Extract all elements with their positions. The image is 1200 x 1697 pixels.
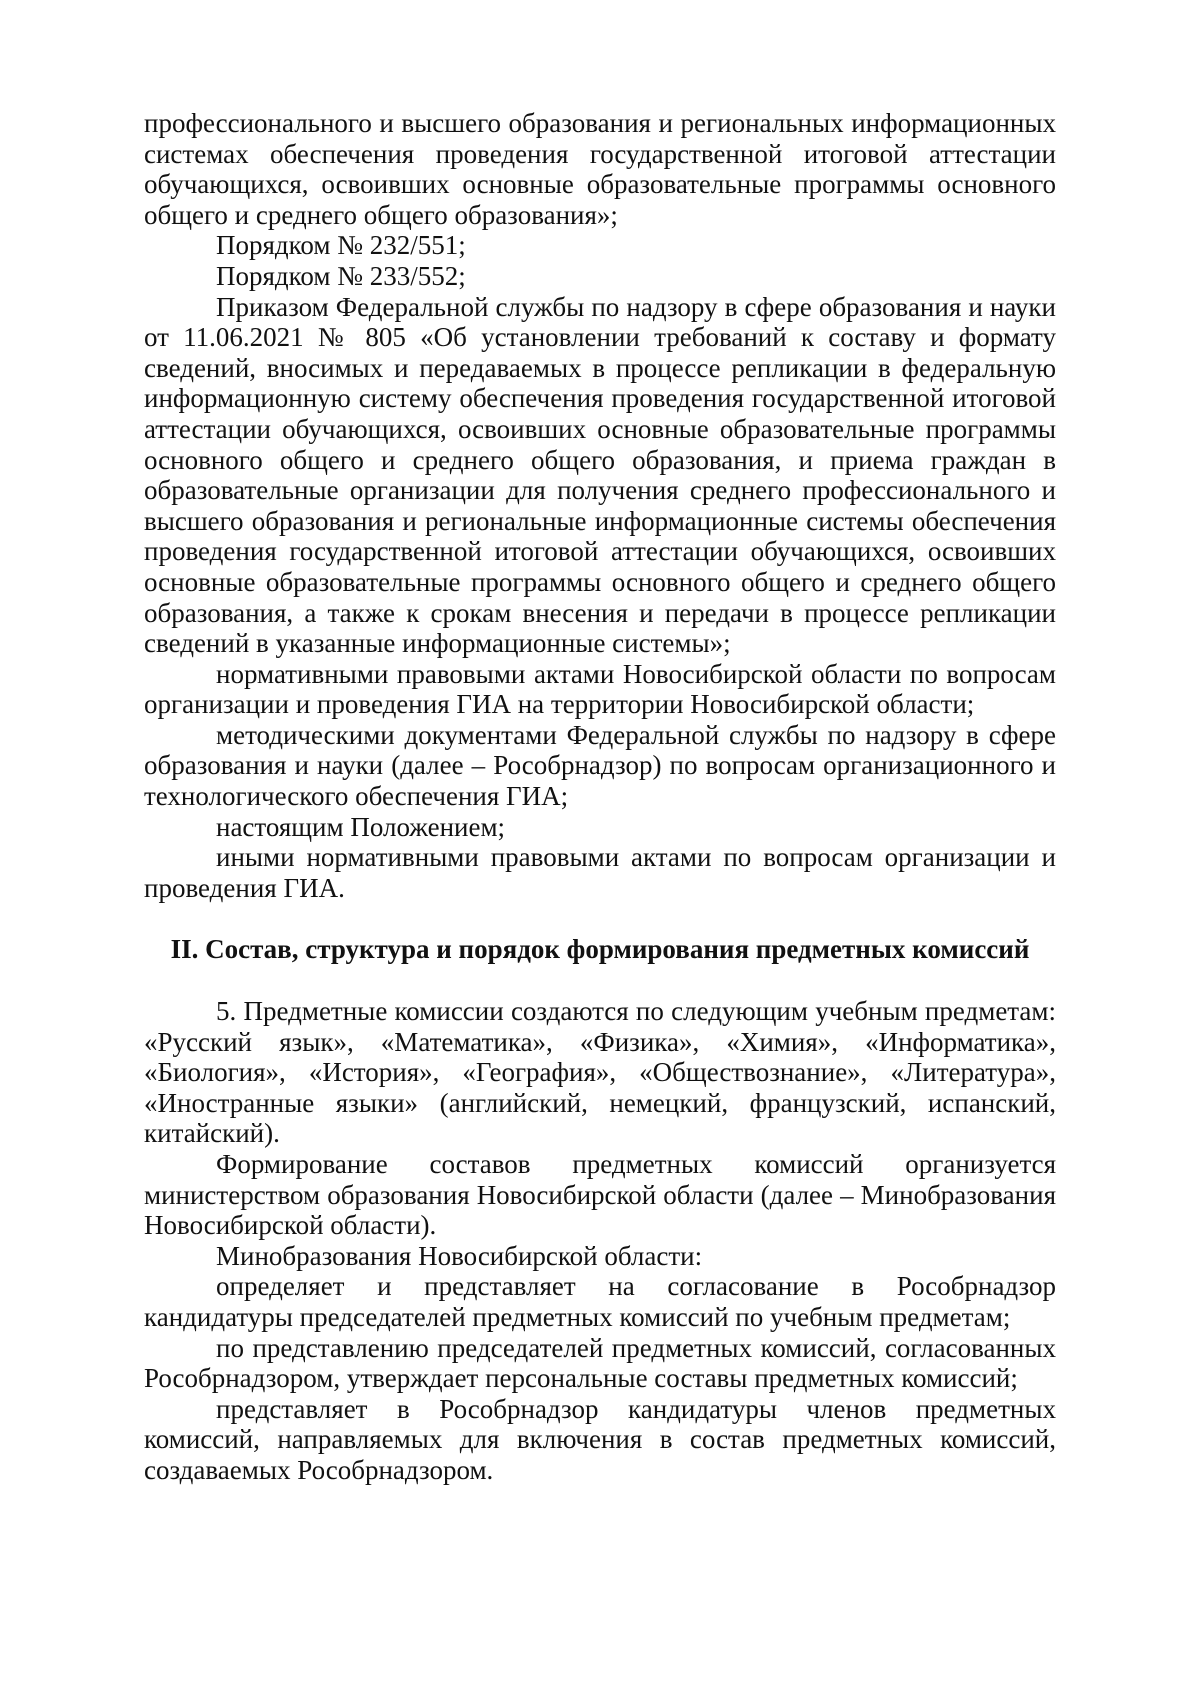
paragraph-commission-formation: Формирование составов предметных комиссий организуется министерством образования Новосибирской области (далее – Минобразования Новосибирской области). [144, 1149, 1056, 1241]
paragraph-members: представляет в Рособрнадзор кандидатуры членов предметных комиссий, направляемых для включения в состав предметных комиссий, создаваемых Рособрнадзором. [144, 1393, 1056, 1485]
paragraph-order-805: Приказом Федеральной службы по надзору в сфере образования и науки от 11.06.2021 № 805 «Об установлении требований к составу и формату сведений, вносимых и передаваемых в процессе репликации в федеральную информационную систему обеспечения проведения государственной итоговой аттестации обучающихся, освоивших основные образовательные программы основного общего и среднего общего образования, и приема граждан в образовательные организации для получения среднего профессионального и высшего образования и региональные информационные системы обеспечения проведения государственной итоговой аттестации обучающихся, освоивших основные образовательные программы основного общего и среднего общего образования, а также к срокам внесения и передачи в процессе репликации сведений в указанные информационные системы»; [144, 291, 1056, 659]
paragraph-item-5: 5. Предметные комиссии создаются по следующим учебным предметам: «Русский язык», «Математика», «Физика», «Химия», «Информатика», «Биология», «История», «География», «Обществознание», «Литература», «Иностранные языки» (английский, немецкий, французский, испанский, китайский). [144, 996, 1056, 1149]
paragraph-this-regulation: настоящим Положением; [216, 811, 506, 842]
paragraph-order-232: Порядком № 232/551; [216, 230, 466, 261]
paragraph-other-acts: иными нормативными правовыми актами по вопросам организации и проведения ГИА. [144, 842, 1056, 903]
paragraph-regional-acts: нормативными правовыми актами Новосибирской области по вопросам организации и проведения ГИА на территории Новосибирской области; [144, 658, 1056, 720]
paragraph-methodical-docs: методическими документами Федеральной службы по надзору в сфере образования и науки (далее – Рособрнадзор) по вопросам организационного и технологического обеспечения ГИА; [144, 719, 1056, 812]
paragraph-approval: по представлению председателей предметных комиссий, согласованных Рособрнадзором, утверждает персональные составы предметных комиссий; [144, 1332, 1056, 1394]
paragraph-order-233: Порядком № 233/552; [216, 260, 466, 291]
section-heading: II. Состав, структура и порядок формирования предметных комиссий [170, 934, 1030, 965]
paragraph-chairmen: определяет и представляет на согласование в Рособрнадзор кандидатуры председателей предметных комиссий по учебным предметам; [144, 1271, 1056, 1332]
paragraph-continuation: профессионального и высшего образования и региональных информационных системах обеспечения проведения государственной итоговой аттестации обучающихся, освоивших основные образовательные программы основного общего и среднего общего образования»; [144, 108, 1056, 230]
paragraph-ministry: Минобразования Новосибирской области: [216, 1240, 703, 1271]
document-page [144, 108, 1056, 1486]
